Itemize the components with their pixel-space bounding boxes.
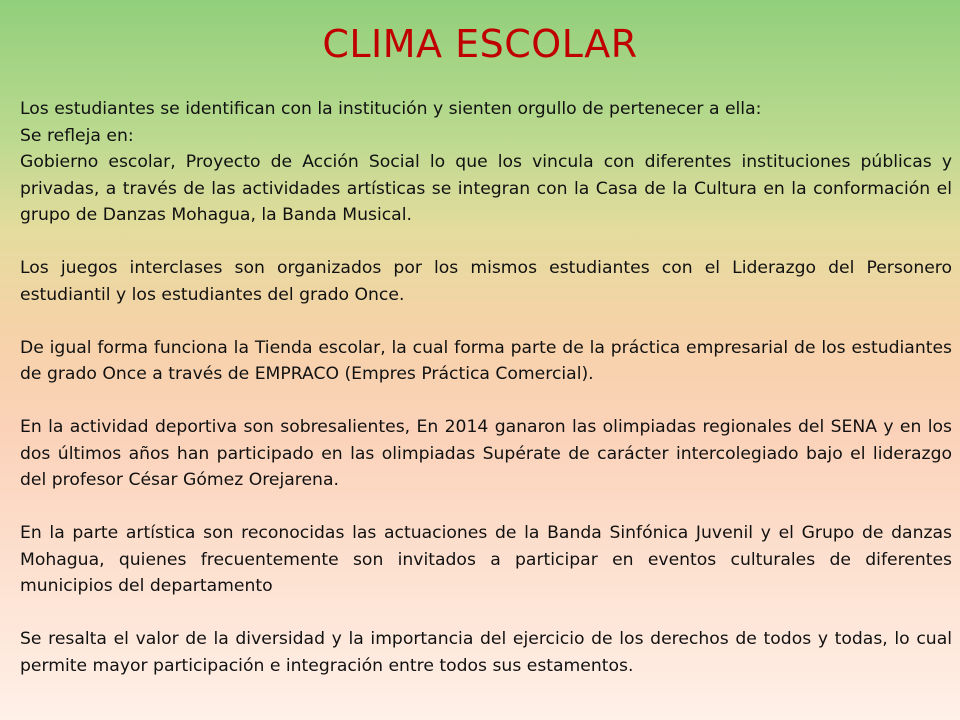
paragraph-spacer: [20, 229, 952, 256]
paragraph-spacer: [20, 308, 952, 335]
slide-body: [20, 96, 952, 679]
government-paragraph: Gobierno escolar, Proyecto de Acción Social lo que los vincula con diferentes instituciones públicas y privadas, a través de las actividades artísticas se integran con la Casa de la Cultura en la conformación el grupo de Danzas Mohagua, la Banda Musical.: [20, 152, 952, 225]
slide-title: CLIMA ESCOLAR: [322, 22, 638, 66]
sports-paragraph: En la actividad deportiva son sobresalientes, En 2014 ganaron las olimpiadas regionales del SENA y en los dos últimos años han participado en las olimpiadas Supérate de carácter intercolegiado bajo el liderazgo del profesor César Gómez Orejarena.: [20, 417, 952, 490]
paragraph-spacer: [20, 388, 952, 415]
diversity-paragraph: Se resalta el valor de la diversidad y la importancia del ejercicio de los derechos de todos y todas, lo cual permite mayor participación e integración entre todos sus estamentos.: [20, 629, 952, 676]
arts-paragraph: En la parte artística son reconocidas las actuaciones de la Banda Sinfónica Juvenil y el Grupo de danzas Mohagua, quienes frecuentemente son invitados a participar en eventos culturales de diferentes municipios del departamento: [20, 523, 952, 596]
intro-paragraph: Los estudiantes se identifican con la institución y sienten orgullo de pertenecer a ella:: [20, 99, 762, 119]
paragraph-spacer: [20, 494, 952, 521]
paragraph-spacer: [20, 600, 952, 627]
school-store-paragraph: De igual forma funciona la Tienda escolar, la cual forma parte de la práctica empresarial de los estudiantes de grado Once a través de EMPRACO (Empres Práctica Comercial).: [20, 337, 952, 384]
interclass-games-paragraph: Los juegos interclases son organizados por los mismos estudiantes con el Liderazgo del Personero estudiantil y los estudiantes del grado Once.: [20, 258, 952, 305]
reflected-in-label: Se refleja en:: [20, 125, 134, 146]
